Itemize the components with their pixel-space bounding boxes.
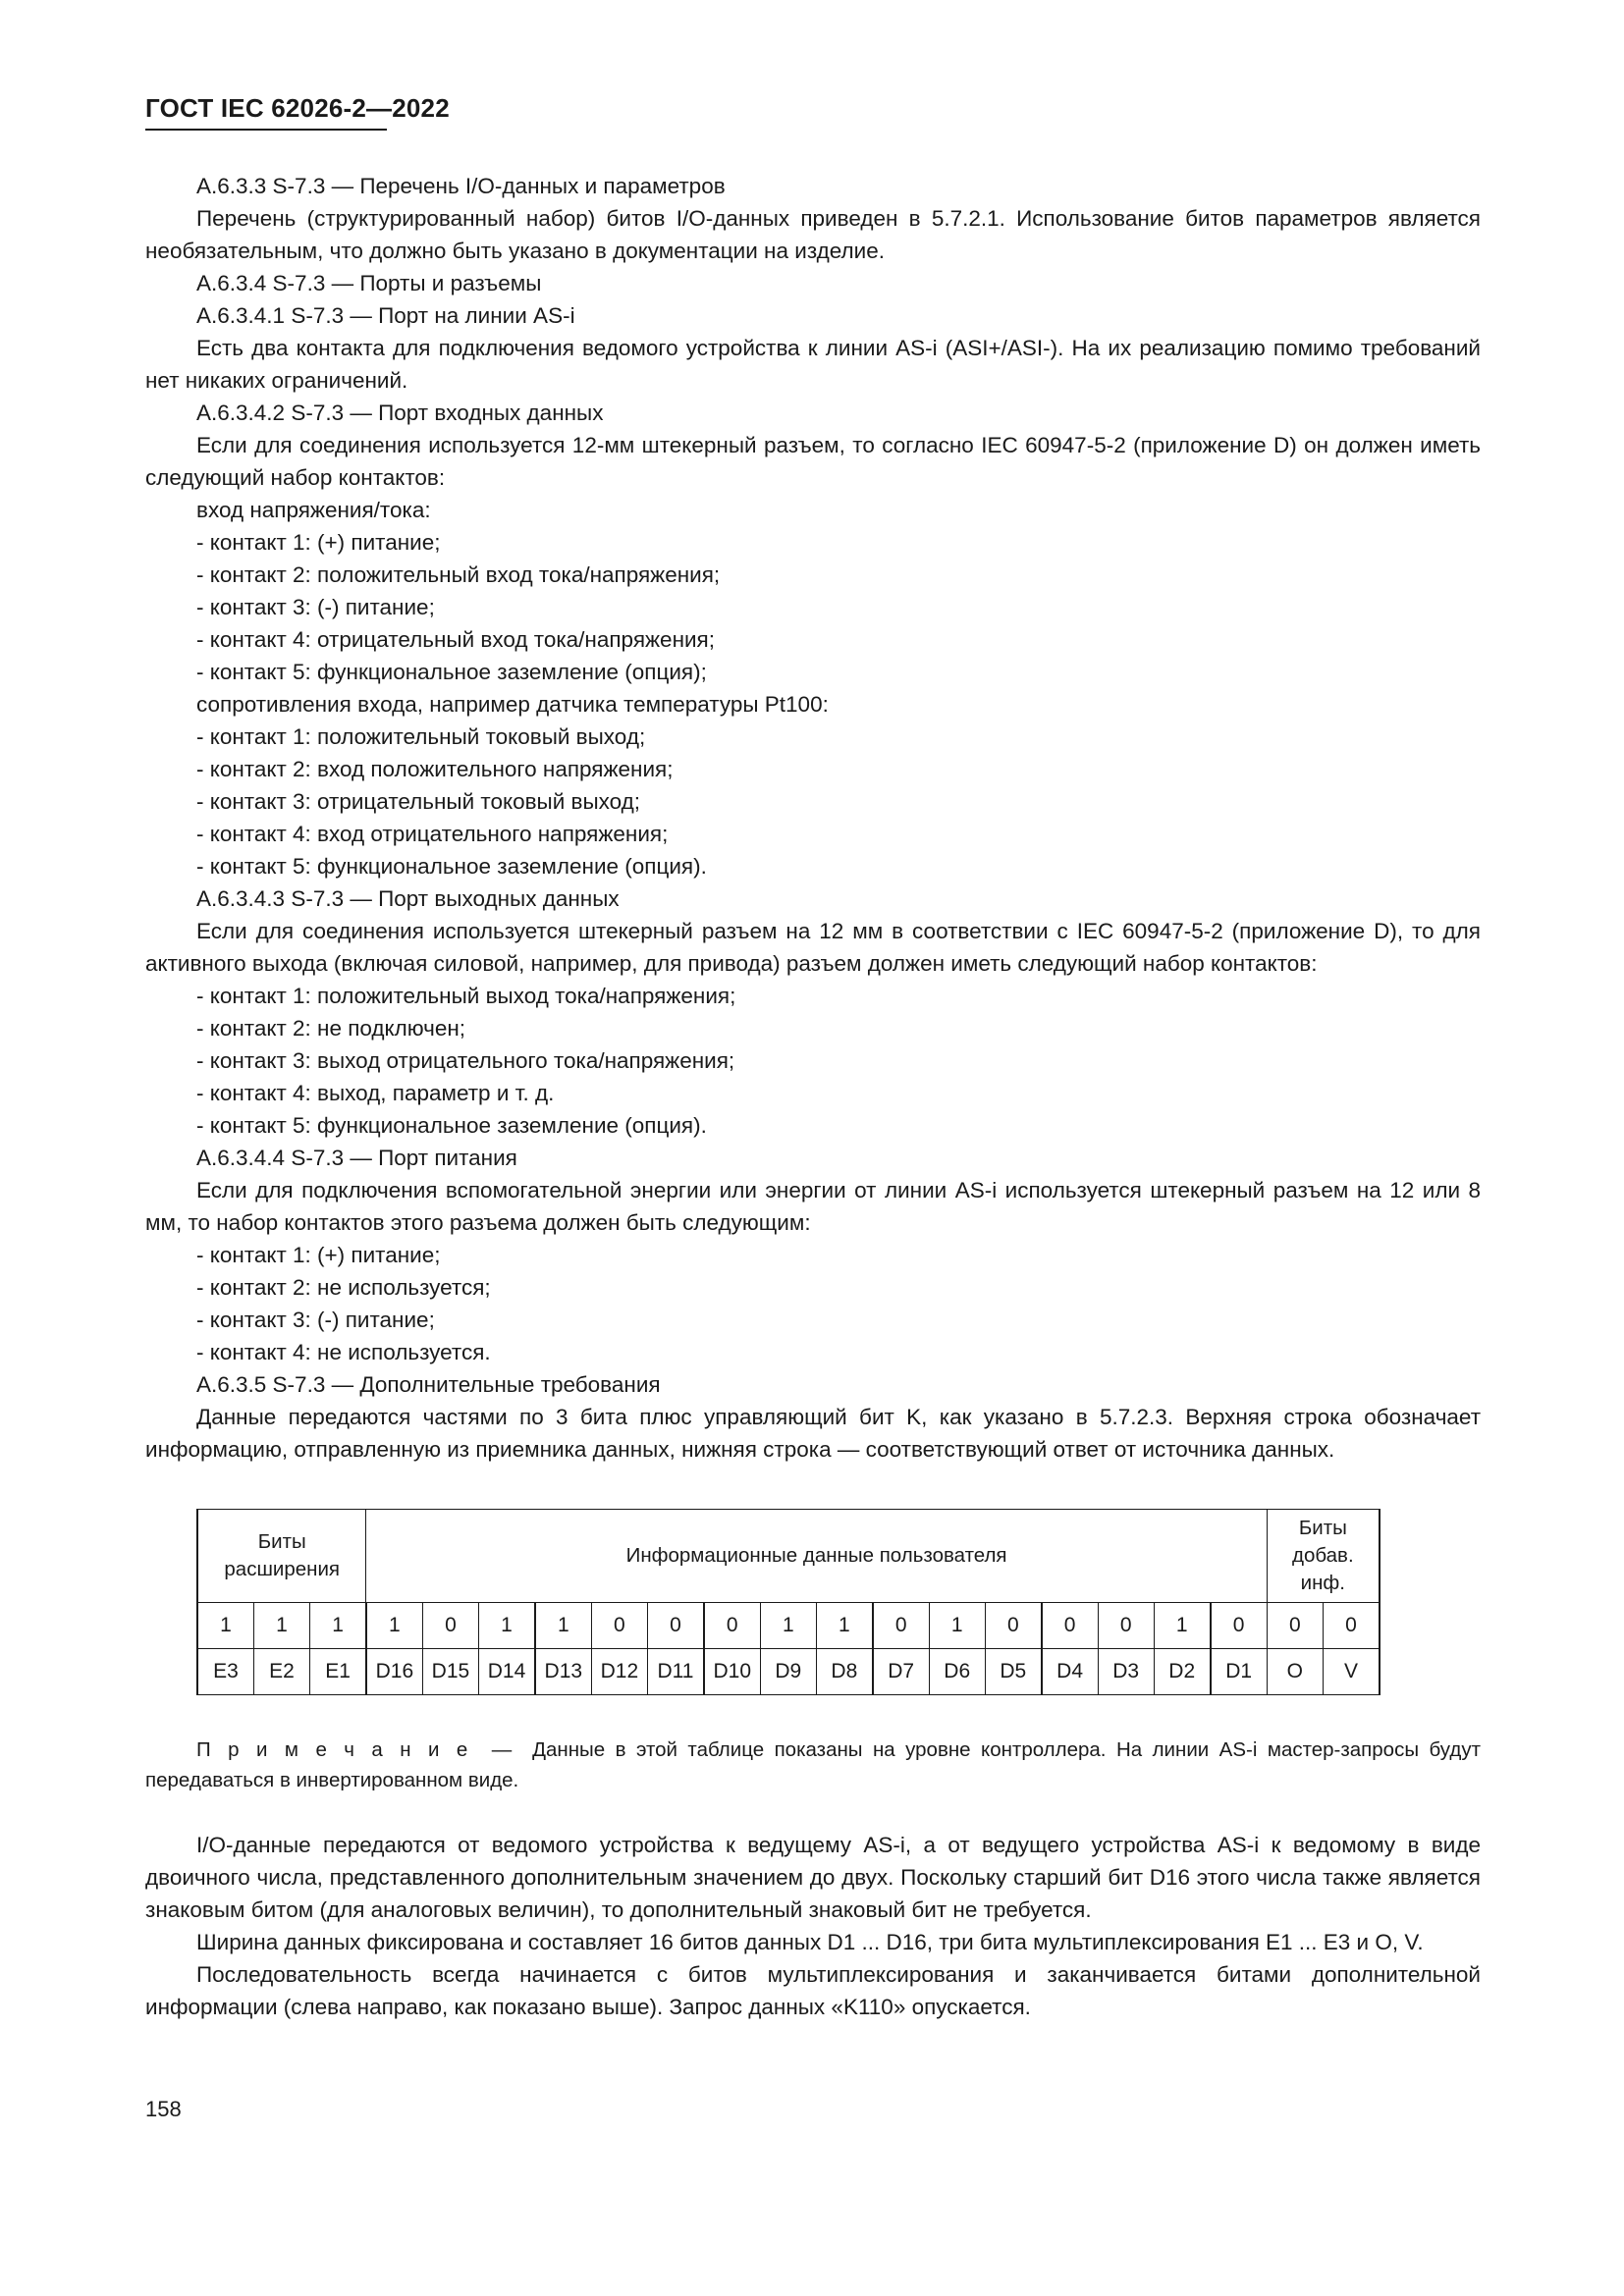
list-item: - контакт 1: положительный выход тока/напряжения; [196, 983, 736, 1008]
paragraph-a635: Данные передаются частями по 3 бита плюс управляющий бит K, как указано в 5.7.2.3. Верхняя строка обозначает информацию, отправленную из приемника данных, нижняя строка — соответствующий ответ от источника данных. [145, 1404, 1481, 1462]
bit-label-cell: D5 [985, 1648, 1041, 1694]
note-label: П р и м е ч а н и е [196, 1737, 471, 1761]
header-extension-bits-line2: расширения [224, 1557, 341, 1580]
bit-label-cell: V [1323, 1648, 1380, 1694]
bit-label-cell: D4 [1042, 1648, 1098, 1694]
header-additional-bits-line1: Биты [1298, 1516, 1347, 1539]
bit-value-cell: 0 [1098, 1602, 1154, 1648]
bit-value-cell: 0 [985, 1602, 1041, 1648]
bit-structure-table [196, 1509, 1380, 1695]
list-item: - контакт 1: (+) питание; [196, 1242, 441, 1267]
list-item: - контакт 1: положительный токовый выход; [196, 723, 646, 749]
bit-value-cell: 0 [1323, 1602, 1380, 1648]
bit-label-cell: D3 [1098, 1648, 1154, 1694]
heading-a634: A.6.3.4 S-7.3 — Порты и разъемы [196, 270, 542, 295]
list-item: - контакт 2: не подключен; [196, 1015, 466, 1041]
standard-title: ГОСТ IEC 62026-2—2022 [145, 93, 450, 123]
list-item: - контакт 5: функциональное заземление (опция); [196, 659, 707, 684]
bit-label-cell: D1 [1211, 1648, 1268, 1694]
note-paragraph [145, 1735, 1481, 1795]
list-item: - контакт 2: положительный вход тока/напряжения; [196, 561, 721, 587]
bit-value-cell: 0 [873, 1602, 929, 1648]
bit-label-cell: O [1267, 1648, 1323, 1694]
note-dash: — [491, 1737, 513, 1761]
list-item: - контакт 3: (-) питание; [196, 594, 435, 619]
table-header-row [197, 1509, 1380, 1602]
header-underline [145, 129, 387, 131]
bit-label-cell: D11 [648, 1648, 704, 1694]
bit-value-cell: 0 [1211, 1602, 1268, 1648]
bit-label-cell: D12 [591, 1648, 647, 1694]
paragraph-a6342: Если для соединения используется 12-мм штекерный разъем, то согласно IEC 60947-5-2 (приложение D) он должен иметь следующий набор контактов: [145, 432, 1481, 490]
list-item: - контакт 3: (-) питание; [196, 1307, 435, 1332]
list-item: - контакт 3: отрицательный токовый выход; [196, 788, 641, 814]
list-item: - контакт 4: выход, параметр и т. д. [196, 1080, 555, 1105]
header-additional-bits-line3: инф. [1300, 1571, 1345, 1594]
bit-label-cell: D8 [816, 1648, 872, 1694]
lead-resistance-input: сопротивления входа, например датчика температуры Pt100: [196, 691, 829, 717]
bit-label-cell: D13 [535, 1648, 591, 1694]
header-additional-bits-line2: добав. [1292, 1543, 1354, 1567]
bit-value-cell: 0 [591, 1602, 647, 1648]
table-note [145, 1735, 1481, 1795]
heading-a6342: A.6.3.4.2 S-7.3 — Порт входных данных [196, 400, 604, 425]
list-item: - контакт 1: (+) питание; [196, 529, 441, 555]
header-user-data: Информационные данные пользователя [366, 1509, 1267, 1602]
bit-label-cell: E1 [310, 1648, 366, 1694]
bit-value-cell: 1 [1154, 1602, 1210, 1648]
paragraph-a6343: Если для соединения используется штекерный разъем на 12 мм в соответствии с IEC 60947-5-2 (приложение D), то для активного выхода (включая силовой, например, для привода) разъем должен иметь следующий набор контактов: [145, 918, 1481, 976]
paragraph-sequence: Последовательность всегда начинается с битов мультиплексирования и заканчивается битами дополнительной информации (слева направо, как показано выше). Запрос данных «K110» опускается. [145, 1961, 1481, 2019]
table-row-bit-values [197, 1602, 1380, 1648]
list-item: - контакт 4: вход отрицательного напряжения; [196, 821, 669, 846]
header-extension-bits [197, 1509, 366, 1602]
body-text [145, 170, 1481, 1466]
bit-value-cell: 1 [760, 1602, 816, 1648]
list-item: - контакт 2: вход положительного напряжения; [196, 756, 674, 781]
bit-label-cell: D9 [760, 1648, 816, 1694]
table-row-bit-labels [197, 1648, 1380, 1694]
paragraph-a6341: Есть два контакта для подключения ведомого устройства к линии AS-i (ASI+/ASI-). На их реализацию помимо требований нет никаких ограничений. [145, 335, 1481, 393]
bit-value-cell: 0 [422, 1602, 478, 1648]
paragraph-data-width: Ширина данных фиксирована и составляет 16 битов данных D1 ... D16, три бита мультиплексирования E1 ... E3 и O, V. [196, 1929, 1424, 1954]
list-item: - контакт 2: не используется; [196, 1274, 491, 1300]
heading-a635: A.6.3.5 S-7.3 — Дополнительные требования [196, 1371, 661, 1397]
bit-value-cell: 1 [310, 1602, 366, 1648]
bit-value-cell: 1 [929, 1602, 985, 1648]
list-item: - контакт 3: выход отрицательного тока/напряжения; [196, 1047, 735, 1073]
heading-a6344: A.6.3.4.4 S-7.3 — Порт питания [196, 1145, 517, 1170]
bit-value-cell: 0 [704, 1602, 760, 1648]
bit-label-cell: D15 [422, 1648, 478, 1694]
bit-value-cell: 1 [366, 1602, 422, 1648]
paragraph-io-data: I/O-данные передаются от ведомого устройства к ведущему AS-i, а от ведущего устройства AS-i к ведомому в виде двоичного числа, представленного дополнительным значением до двух. Поскольку старший бит D16 этого числа также является знаковым битом (для аналоговых величин), то дополнительный знаковый бит не требуется. [145, 1832, 1481, 1922]
page-header [145, 94, 1481, 131]
bit-label-cell: D10 [704, 1648, 760, 1694]
bit-value-cell: 0 [648, 1602, 704, 1648]
bit-label-cell: E2 [253, 1648, 309, 1694]
list-item: - контакт 5: функциональное заземление (опция). [196, 1112, 707, 1138]
paragraph-a6344: Если для подключения вспомогательной энергии или энергии от линии AS-i используется штекерный разъем на 12 или 8 мм, то набор контактов этого разъема должен быть следующим: [145, 1177, 1481, 1235]
bit-value-cell: 0 [1042, 1602, 1098, 1648]
bit-label-cell: E3 [197, 1648, 253, 1694]
bit-label-cell: D6 [929, 1648, 985, 1694]
paragraph-a633: Перечень (структурированный набор) битов I/O-данных приведен в 5.7.2.1. Использование битов параметров является необязательным, что должно быть указано в документации на изделие. [145, 205, 1481, 263]
bit-value-cell: 1 [816, 1602, 872, 1648]
note-text: Данные в этой таблице показаны на уровне контроллера. На линии AS-i мастер-запросы будут передаваться в инвертированном виде. [145, 1737, 1481, 1791]
header-extension-bits-line1: Биты [257, 1529, 306, 1553]
page-number: 158 [145, 2097, 182, 2121]
bit-label-cell: D16 [366, 1648, 422, 1694]
bit-label-cell: D7 [873, 1648, 929, 1694]
list-item: - контакт 4: не используется. [196, 1339, 491, 1364]
heading-a6343: A.6.3.4.3 S-7.3 — Порт выходных данных [196, 885, 620, 911]
heading-a633: A.6.3.3 S-7.3 — Перечень I/O-данных и параметров [196, 173, 726, 198]
list-item: - контакт 4: отрицательный вход тока/напряжения; [196, 626, 715, 652]
bit-value-cell: 0 [1267, 1602, 1323, 1648]
bit-value-cell: 1 [479, 1602, 535, 1648]
bit-value-cell: 1 [253, 1602, 309, 1648]
bit-structure-table-container [145, 1509, 1481, 1695]
bit-value-cell: 1 [535, 1602, 591, 1648]
bit-label-cell: D2 [1154, 1648, 1210, 1694]
header-additional-bits [1267, 1509, 1380, 1602]
bit-value-cell: 1 [197, 1602, 253, 1648]
lead-voltage-input: вход напряжения/тока: [196, 497, 431, 522]
page-content [145, 94, 1481, 2023]
list-item: - контакт 5: функциональное заземление (опция). [196, 853, 707, 879]
closing-paragraphs [145, 1829, 1481, 2023]
bit-label-cell: D14 [479, 1648, 535, 1694]
heading-a6341: A.6.3.4.1 S-7.3 — Порт на линии AS-i [196, 302, 575, 328]
